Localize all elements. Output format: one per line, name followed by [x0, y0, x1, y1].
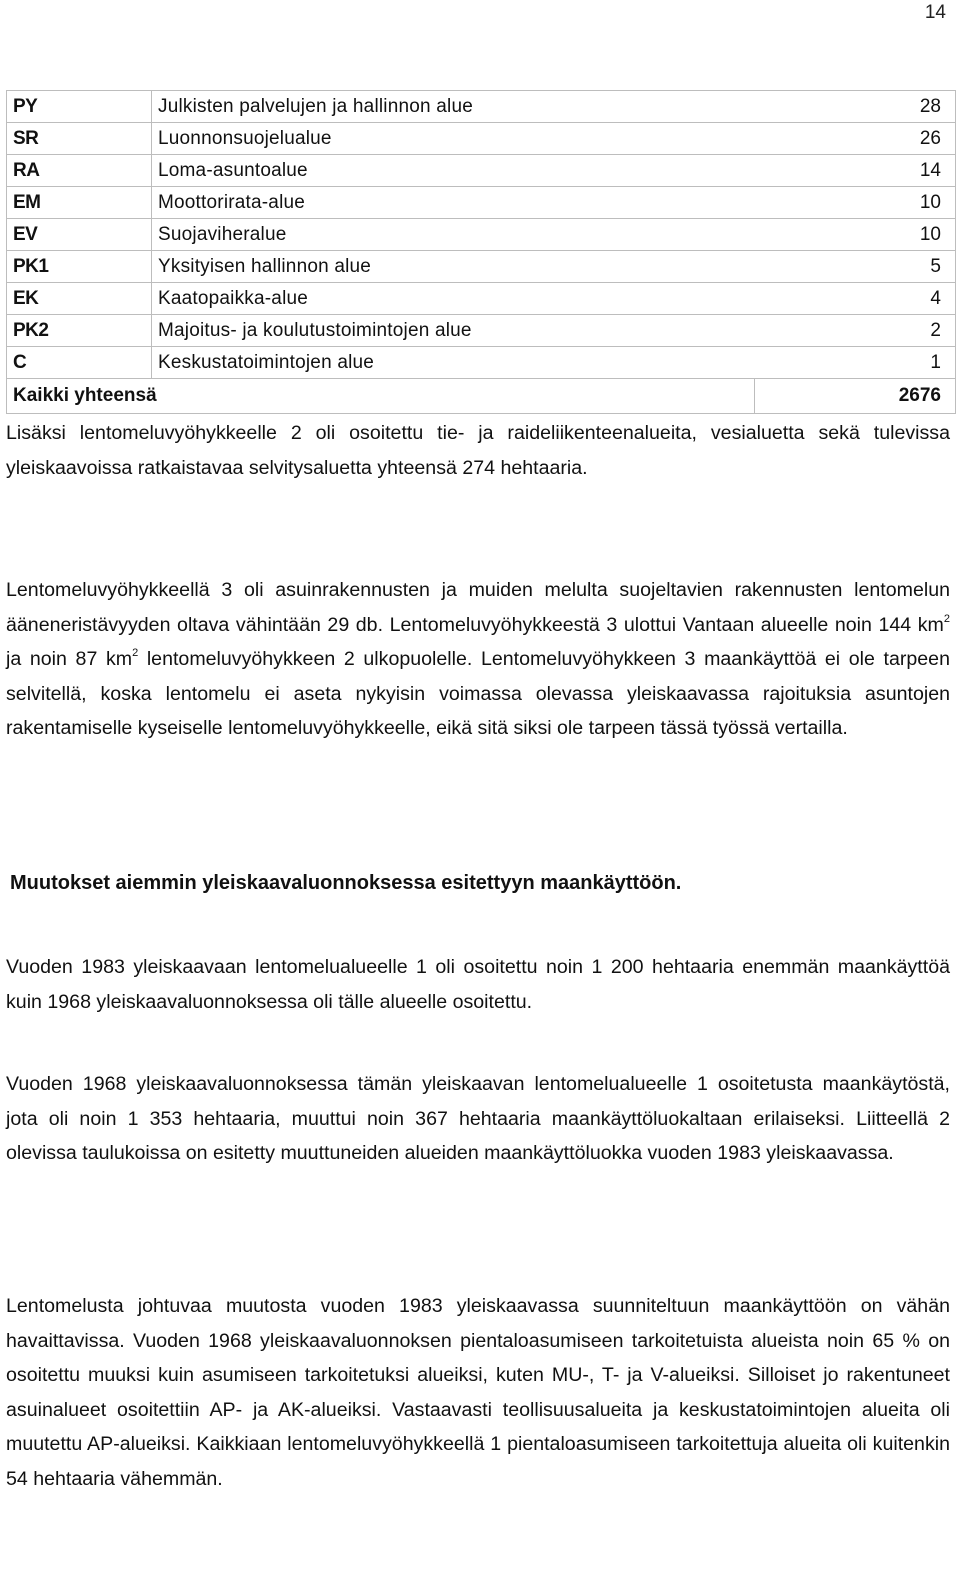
table-row	[7, 91, 956, 123]
row-code: RA	[7, 155, 152, 187]
table-row	[7, 219, 956, 251]
row-value: 10	[755, 187, 956, 219]
row-code: EK	[7, 283, 152, 315]
row-name: Loma-asuntoalue	[152, 155, 755, 187]
page-number: 14	[924, 2, 946, 23]
table-row	[7, 283, 956, 315]
land-use-table	[6, 90, 956, 414]
paragraph-text: ja noin 87 km	[6, 648, 133, 670]
table-total-row	[7, 379, 956, 414]
paragraph-text: lentomeluvyöhykkeen 2 ulkopuolelle. Lentomeluvyöhykkeen 3 maankäyttöä ei ole tarpeen selvitellä, koska lentomelu ei aseta nykyisin voimassa olevassa yleiskaavassa rajoituksia asuntojen rakentamiselle kyseiselle lentomeluvyöhykkeelle, eikä sitä siksi ole tarpeen tässä työssä vertailla.	[6, 648, 950, 739]
paragraph-noise-impact: Lentomelusta johtuvaa muutosta vuoden 1983 yleiskaavassa suunniteltuun maankäyttöön on vähän havaittavissa. Vuoden 1968 yleiskaavaluonnoksen pientaloasumiseen tarkoitetuista alueista noin 65 % on osoitettu muuksi kuin asumiseen tarkoitetuksi alueiksi, kuten MU-, T- ja V-alueiksi. Silloiset jo rakentuneet asuinalueet osoitettiin AP- ja AK-alueiksi. Vastaavasti teollisuusalueita ja keskustatoimintojen alueita oli muutettu AP-alueiksi. Kaikkiaan lentomeluvyöhykkeellä 1 pientaloasumiseen tarkoitettuja alueita oli kuitenkin 54 hehtaaria vähemmän.	[6, 1295, 950, 1490]
row-name: Kaatopaikka-alue	[152, 283, 755, 315]
row-name: Keskustatoimintojen alue	[152, 347, 755, 379]
section-heading: Muutokset aiemmin yleiskaavaluonnoksessa esitettyyn maankäyttöön.	[10, 872, 682, 894]
paragraph-1968-draft: Vuoden 1968 yleiskaavaluonnoksessa tämän yleiskaavan lentomelualueelle 1 osoitetusta maankäytöstä, jota oli noin 1 353 hehtaaria, muuttui noin 367 hehtaaria maankäyttöluokaltaan erilaiseksi. Liitteellä 2 olevissa taulukoissa on esitetty muuttuneiden alueiden maankäyttöluokka vuoden 1983 yleiskaavassa.	[6, 1073, 950, 1164]
superscript: 2	[943, 612, 950, 625]
row-code: PK1	[7, 251, 152, 283]
row-code: C	[7, 347, 152, 379]
row-value: 14	[755, 155, 956, 187]
table-row	[7, 315, 956, 347]
row-name: Yksityisen hallinnon alue	[152, 251, 755, 283]
row-value: 28	[755, 91, 956, 123]
row-name: Majoitus- ja koulutustoimintojen alue	[152, 315, 755, 347]
row-value: 10	[755, 219, 956, 251]
table-row	[7, 123, 956, 155]
table-row	[7, 187, 956, 219]
superscript: 2	[132, 647, 139, 659]
row-code: PY	[7, 91, 152, 123]
row-code: EM	[7, 187, 152, 219]
row-value: 2	[755, 315, 956, 347]
row-code: EV	[7, 219, 152, 251]
paragraph-zone3	[6, 573, 950, 746]
paragraph-text: Lentomeluvyöhykkeellä 3 oli asuinrakennusten ja muiden melulta suojeltavien rakennusten lentomelun ääneneristävyyden oltava vähintään 29 db. Lentomeluvyöhykkeestä 3 ulottui Vantaan alueelle noin 144 km	[6, 579, 950, 636]
table-row	[7, 155, 956, 187]
row-value: 5	[755, 251, 956, 283]
row-code: PK2	[7, 315, 152, 347]
row-name: Julkisten palvelujen ja hallinnon alue	[152, 91, 755, 123]
total-value: 2676	[755, 379, 956, 414]
row-name: Moottorirata-alue	[152, 187, 755, 219]
row-code: SR	[7, 123, 152, 155]
row-name: Luonnonsuojelualue	[152, 123, 755, 155]
total-label: Kaikki yhteensä	[7, 379, 755, 414]
row-value: 4	[755, 283, 956, 315]
row-value: 26	[755, 123, 956, 155]
table-row	[7, 251, 956, 283]
row-name: Suojaviheralue	[152, 219, 755, 251]
paragraph-zone2-other-areas: Lisäksi lentomeluvyöhykkeelle 2 oli osoitettu tie- ja raideliikenteenalueita, vesialuetta sekä tulevissa yleiskaavoissa ratkaistavaa selvitysaluetta yhteensä 274 hehtaaria.	[6, 422, 950, 479]
row-value: 1	[755, 347, 956, 379]
table-row	[7, 347, 956, 379]
paragraph-1983-plan: Vuoden 1983 yleiskaavaan lentomelualueelle 1 oli osoitettu noin 1 200 hehtaaria enemmän maankäyttöä kuin 1968 yleiskaavaluonnoksessa oli tälle alueelle osoitettu.	[6, 956, 950, 1013]
